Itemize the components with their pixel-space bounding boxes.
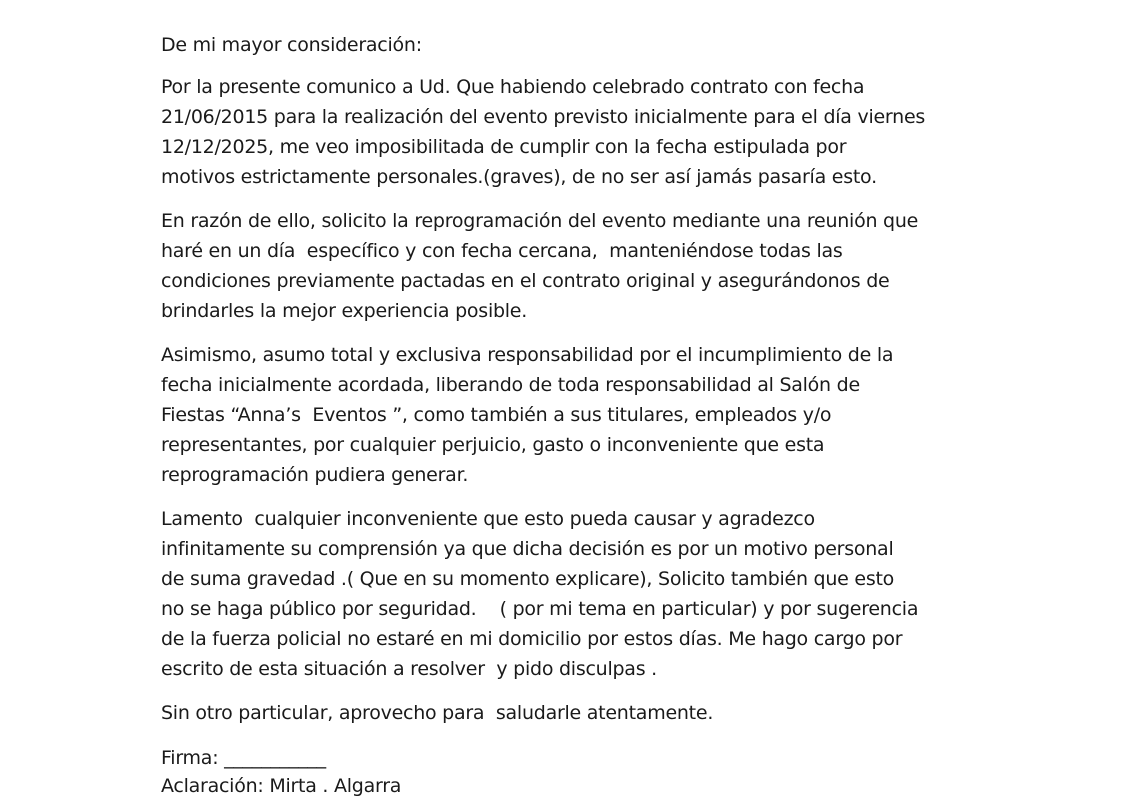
text-line: reprogramación pudiera generar. xyxy=(161,464,469,486)
text-line: no se haga público por seguridad. ( por mi tema en particular) y por sugerencia xyxy=(161,598,919,620)
text-line: brindarles la mejor experiencia posible. xyxy=(161,300,528,322)
text-line: Asimismo, asumo total y exclusiva responsabilidad por el incumplimiento de la xyxy=(161,344,894,366)
text-line: representantes, por cualquier perjuicio, gasto o inconveniente que esta xyxy=(161,434,825,456)
text-line: Por la presente comunico a Ud. Que habiendo celebrado contrato con fecha xyxy=(161,76,865,98)
text-line: condiciones previamente pactadas en el contrato original y asegurándonos de xyxy=(161,270,890,292)
paragraph-1 xyxy=(161,72,1041,192)
text-line: 12/12/2025, me veo imposibilitada de cumplir con la fecha estipulada por xyxy=(161,136,847,158)
text-line: Fiestas “Anna’s Eventos ”, como también a sus titulares, empleados y/o xyxy=(161,404,832,426)
signature-line: Firma: ___________ xyxy=(161,747,326,769)
text-line: fecha inicialmente acordada, liberando de toda responsabilidad al Salón de xyxy=(161,374,860,396)
greeting xyxy=(161,30,1041,60)
text-line: escrito de esta situación a resolver y pido disculpas . xyxy=(161,658,657,680)
text-line: motivos estrictamente personales.(graves), de no ser así jamás pasaría esto. xyxy=(161,166,877,188)
paragraph-2 xyxy=(161,206,1041,326)
signature-block xyxy=(161,744,1041,800)
closing xyxy=(161,698,1041,728)
paragraph-3 xyxy=(161,340,1041,490)
text-line: En razón de ello, solicito la reprogramación del evento mediante una reunión que xyxy=(161,210,919,232)
text-line: de la fuerza policial no estaré en mi domicilio por estos días. Me hago cargo por xyxy=(161,628,903,650)
letter-body xyxy=(161,30,1041,800)
text-line: Lamento cualquier inconveniente que esto pueda causar y agradezco xyxy=(161,508,815,530)
closing-line: Sin otro particular, aprovecho para saludarle atentamente. xyxy=(161,702,714,724)
text-line: de suma gravedad .( Que en su momento explicare), Solicito también que esto xyxy=(161,568,895,590)
text-line: 21/06/2015 para la realización del evento previsto inicialmente para el día viernes xyxy=(161,106,926,128)
clarification-line: Aclaración: Mirta . Algarra xyxy=(161,775,402,797)
text-line: haré en un día específico y con fecha cercana, manteniéndose todas las xyxy=(161,240,843,262)
paragraph-4 xyxy=(161,504,1041,684)
greeting-line: De mi mayor consideración: xyxy=(161,34,422,56)
text-line: infinitamente su comprensión ya que dicha decisión es por un motivo personal xyxy=(161,538,894,560)
